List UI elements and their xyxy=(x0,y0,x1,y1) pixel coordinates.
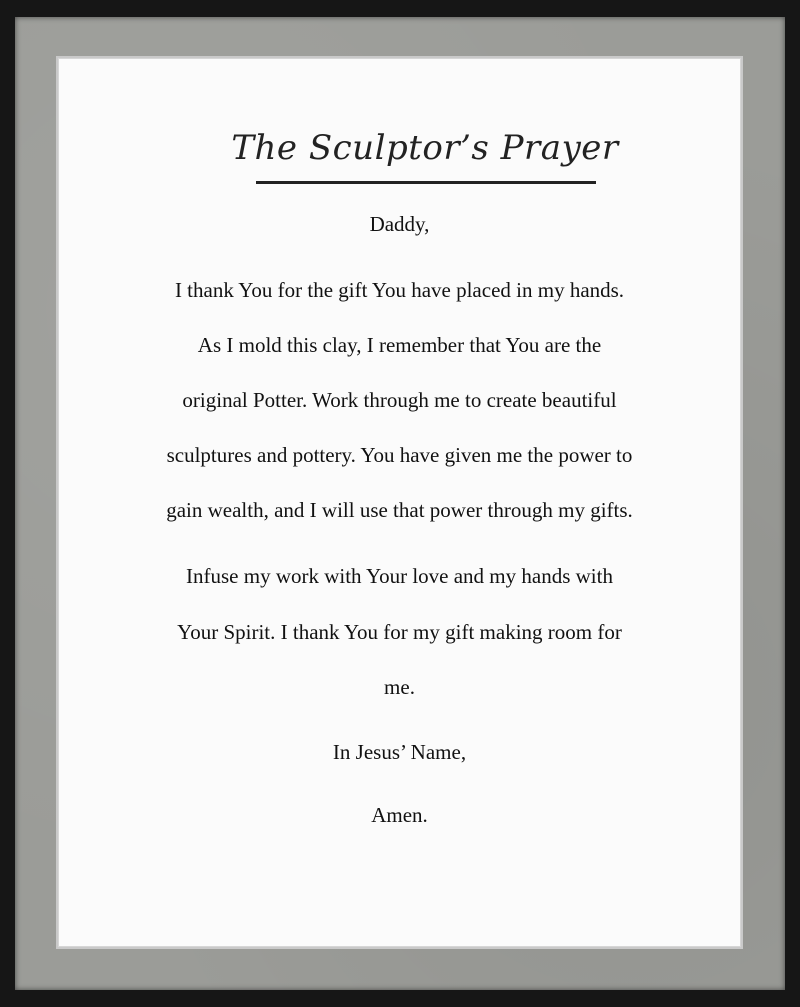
title-underline xyxy=(256,181,596,184)
document-title: The Sculptor’s Prayer xyxy=(231,128,619,168)
closing-line: In Jesus’ Name, xyxy=(332,740,467,764)
body-line: original Potter. Work through me to create beautiful xyxy=(182,388,617,412)
body-line: sculptures and pottery. You have given me the power to xyxy=(166,443,633,467)
body-line: Your Spirit. I thank You for my gift making room for xyxy=(177,620,622,644)
body-line: I thank You for the gift You have placed in my hands. xyxy=(174,278,625,302)
closing-amen: Amen. xyxy=(371,803,428,827)
body-line: me. xyxy=(384,675,415,699)
salutation: Daddy, xyxy=(369,212,430,236)
body-line: Infuse my work with Your love and my hands with xyxy=(186,564,613,588)
body-line: gain wealth, and I will use that power through my gifts. xyxy=(166,498,633,522)
body-line: As I mold this clay, I remember that You are the xyxy=(197,333,602,357)
